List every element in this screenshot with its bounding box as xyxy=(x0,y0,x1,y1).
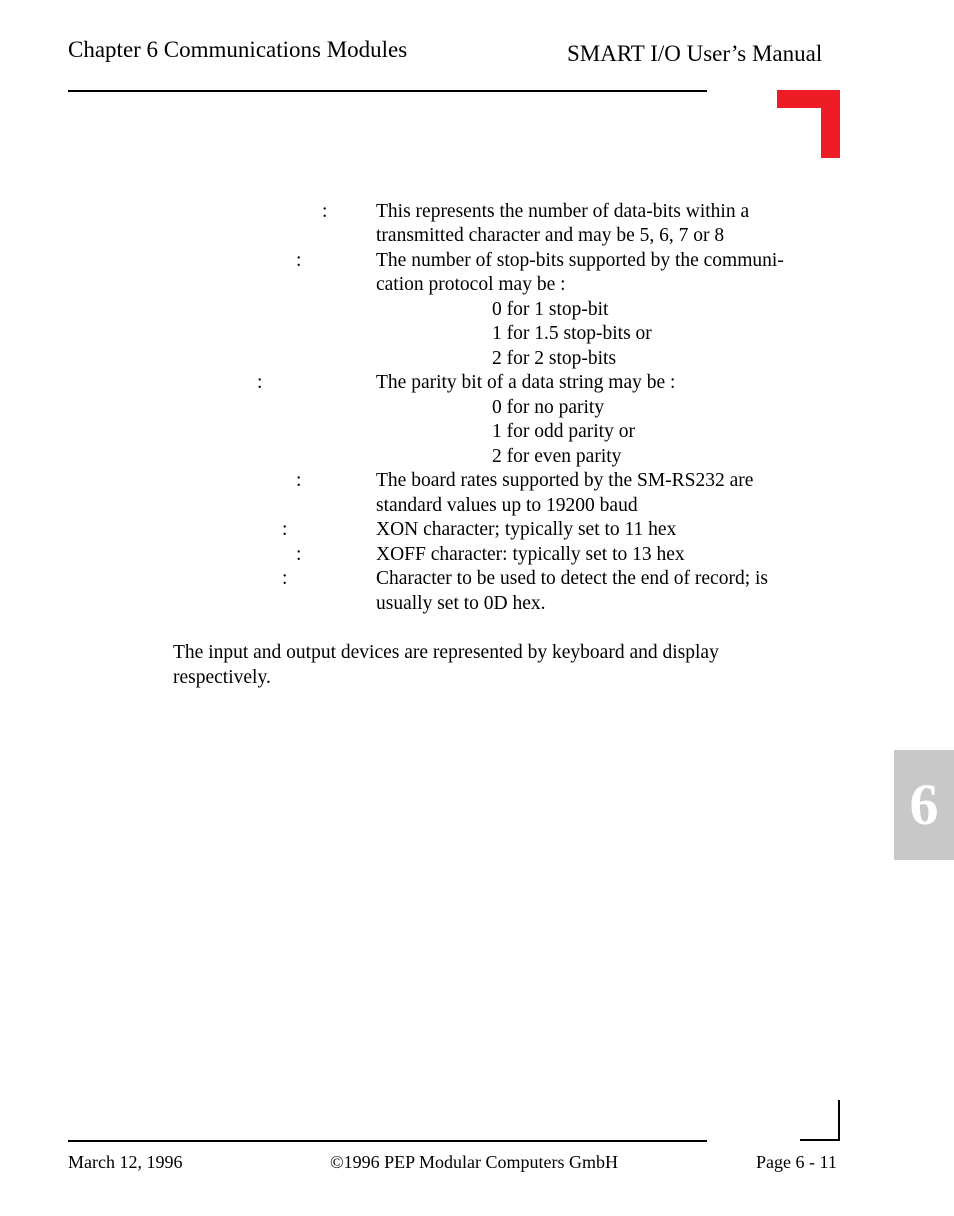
entry-option: 1 for 1.5 stop-bits or xyxy=(492,323,652,344)
entry-option: 2 for 2 stop-bits xyxy=(492,348,617,369)
entry-description-line: The parity bit of a data string may be : xyxy=(376,372,676,393)
manual-title: SMART I/O User’s Manual xyxy=(567,41,823,66)
entry-option: 1 for odd parity or xyxy=(492,421,635,442)
entry-separator: : xyxy=(296,470,302,491)
entry-description-line: The board rates supported by the SM-RS232 are xyxy=(376,470,754,491)
entry-separator: : xyxy=(296,544,302,565)
entry-description-line: usually set to 0D hex. xyxy=(376,593,546,614)
footer-rule xyxy=(68,1140,707,1142)
body-paragraph-line: respectively. xyxy=(173,667,271,688)
body-paragraph-line: The input and output devices are represented by keyboard and display xyxy=(173,642,719,663)
corner-mark-vertical xyxy=(821,90,840,158)
bottom-corner-horizontal xyxy=(800,1139,840,1141)
entry-option: 2 for even parity xyxy=(492,446,622,467)
footer-page-number: Page 6 - 11 xyxy=(756,1152,837,1172)
entry-description-line: standard values up to 19200 baud xyxy=(376,495,638,516)
bottom-corner-vertical xyxy=(838,1100,840,1141)
entry-description-line: transmitted character and may be 5, 6, 7 or 8 xyxy=(376,225,725,246)
entry-separator: : xyxy=(282,519,288,540)
chapter-tab-number: 6 xyxy=(909,772,939,837)
entry-description-line: XON character; typically set to 11 hex xyxy=(376,519,677,540)
entry-description-line: Character to be used to detect the end of record; is xyxy=(376,568,769,589)
entry-separator: : xyxy=(257,372,263,393)
entry-description-line: cation protocol may be : xyxy=(376,274,566,295)
bottom-corner-mark-icon xyxy=(800,1100,840,1141)
entry-description-line: The number of stop-bits supported by the communi- xyxy=(376,250,784,271)
footer-date: March 12, 1996 xyxy=(68,1152,183,1172)
chapter-tab xyxy=(894,750,954,860)
header-rule xyxy=(68,90,707,92)
corner-mark-icon xyxy=(777,90,840,158)
entry-description-line: XOFF character: typically set to 13 hex xyxy=(376,544,685,565)
entry-option: 0 for no parity xyxy=(492,397,605,418)
entry-option: 0 for 1 stop-bit xyxy=(492,299,609,320)
entry-separator: : xyxy=(296,250,302,271)
chapter-title: Chapter 6 Communications Modules xyxy=(68,37,408,62)
entry-separator: : xyxy=(282,568,288,589)
footer-copyright: ©1996 PEP Modular Computers GmbH xyxy=(330,1152,619,1172)
entry-description-line: This represents the number of data-bits within a xyxy=(376,201,750,222)
entry-separator: : xyxy=(322,201,328,222)
